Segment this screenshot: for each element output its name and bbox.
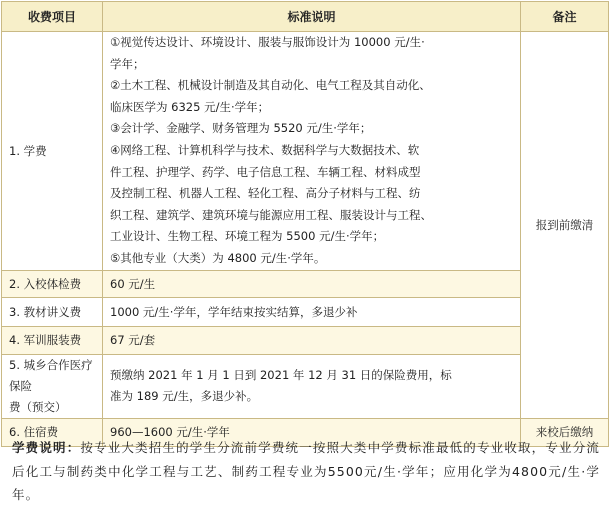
- table-row: [2, 297, 609, 326]
- tuition-desc: [103, 32, 521, 271]
- tuition-line: ③会计学、金融学、财务管理为 5520 元/生·学年；: [110, 121, 372, 136]
- tuition-explanation: [12, 436, 600, 507]
- header-remark: 备注: [521, 2, 609, 32]
- fee-desc: [103, 354, 521, 418]
- header-fee-item: 收费项目: [2, 2, 103, 32]
- fee-desc: 1000 元/生·学年，学年结束按实结算，多退少补: [103, 297, 521, 326]
- note-pay-after-arrival: 来校后缴纳: [521, 418, 609, 446]
- note-pay-before-registration: 报到前缴清: [521, 32, 609, 419]
- tuition-line: 件工程、护理学、药学、电子信息工程、车辆工程、材料成型: [110, 164, 421, 179]
- table-row-tuition: [2, 32, 609, 271]
- fee-item-line: 5. 城乡合作医疗保险: [9, 357, 93, 393]
- fee-desc: 67 元/套: [103, 326, 521, 354]
- tuition-line: 工业设计、生物工程、环境工程为 5500 元/生·学年；: [110, 229, 385, 244]
- fee-desc-line: 准为 189 元/生，多退少补。: [110, 389, 259, 404]
- explanation-label: 学费说明：: [12, 440, 81, 455]
- tuition-line: ⑤其他专业（大类）为 4800 元/生·学年。: [110, 250, 326, 265]
- table-row: [2, 354, 609, 418]
- tuition-line: ①视觉传达设计、环境设计、服装与服饰设计为 10000 元/生·: [110, 35, 425, 49]
- table-row: [2, 270, 609, 297]
- fee-item: 6. 住宿费: [2, 418, 103, 446]
- fee-item: 3. 教材讲义费: [2, 297, 103, 326]
- fee-item: 4. 军训服装费: [2, 326, 103, 354]
- fee-item: 2. 入校体检费: [2, 270, 103, 297]
- table-header-row: [2, 2, 609, 32]
- fee-desc-line: 预缴纳 2021 年 1 月 1 日到 2021 年 12 月 31 日的保险费用，标: [110, 368, 452, 383]
- fee-desc: 960—1600 元/生·学年: [103, 418, 521, 446]
- tuition-line: 及控制工程、机器人工程、轻化工程、高分子材料与工程、纺: [110, 186, 421, 201]
- tuition-item: 1. 学费: [2, 32, 103, 271]
- explanation-text: 按专业大类招生的学生分流前学费统一按照大类中学费标准最低的专业收取，专业分流后化工与制药类中化学工程与工艺、制药工程专业为5500元/生·学年；应用化学为4800元/生·学年。: [12, 440, 600, 502]
- fee-item-line: 费（预交）: [9, 399, 67, 414]
- table-row: [2, 326, 609, 354]
- tuition-line: 学年；: [110, 56, 145, 71]
- fee-table: [1, 1, 609, 447]
- header-standard: 标准说明: [103, 2, 521, 32]
- fee-desc: 60 元/生: [103, 270, 521, 297]
- tuition-line: ④网络工程、计算机科学与技术、数据科学与大数据技术、软: [110, 142, 420, 157]
- tuition-line: 织工程、建筑学、建筑环境与能源应用工程、服装设计与工程、: [110, 207, 432, 222]
- fee-item: [2, 354, 103, 418]
- tuition-line: ②土木工程、机械设计制造及其自动化、电气工程及其自动化、: [110, 78, 431, 93]
- tuition-line: 临床医学为 6325 元/生·学年；: [110, 99, 270, 114]
